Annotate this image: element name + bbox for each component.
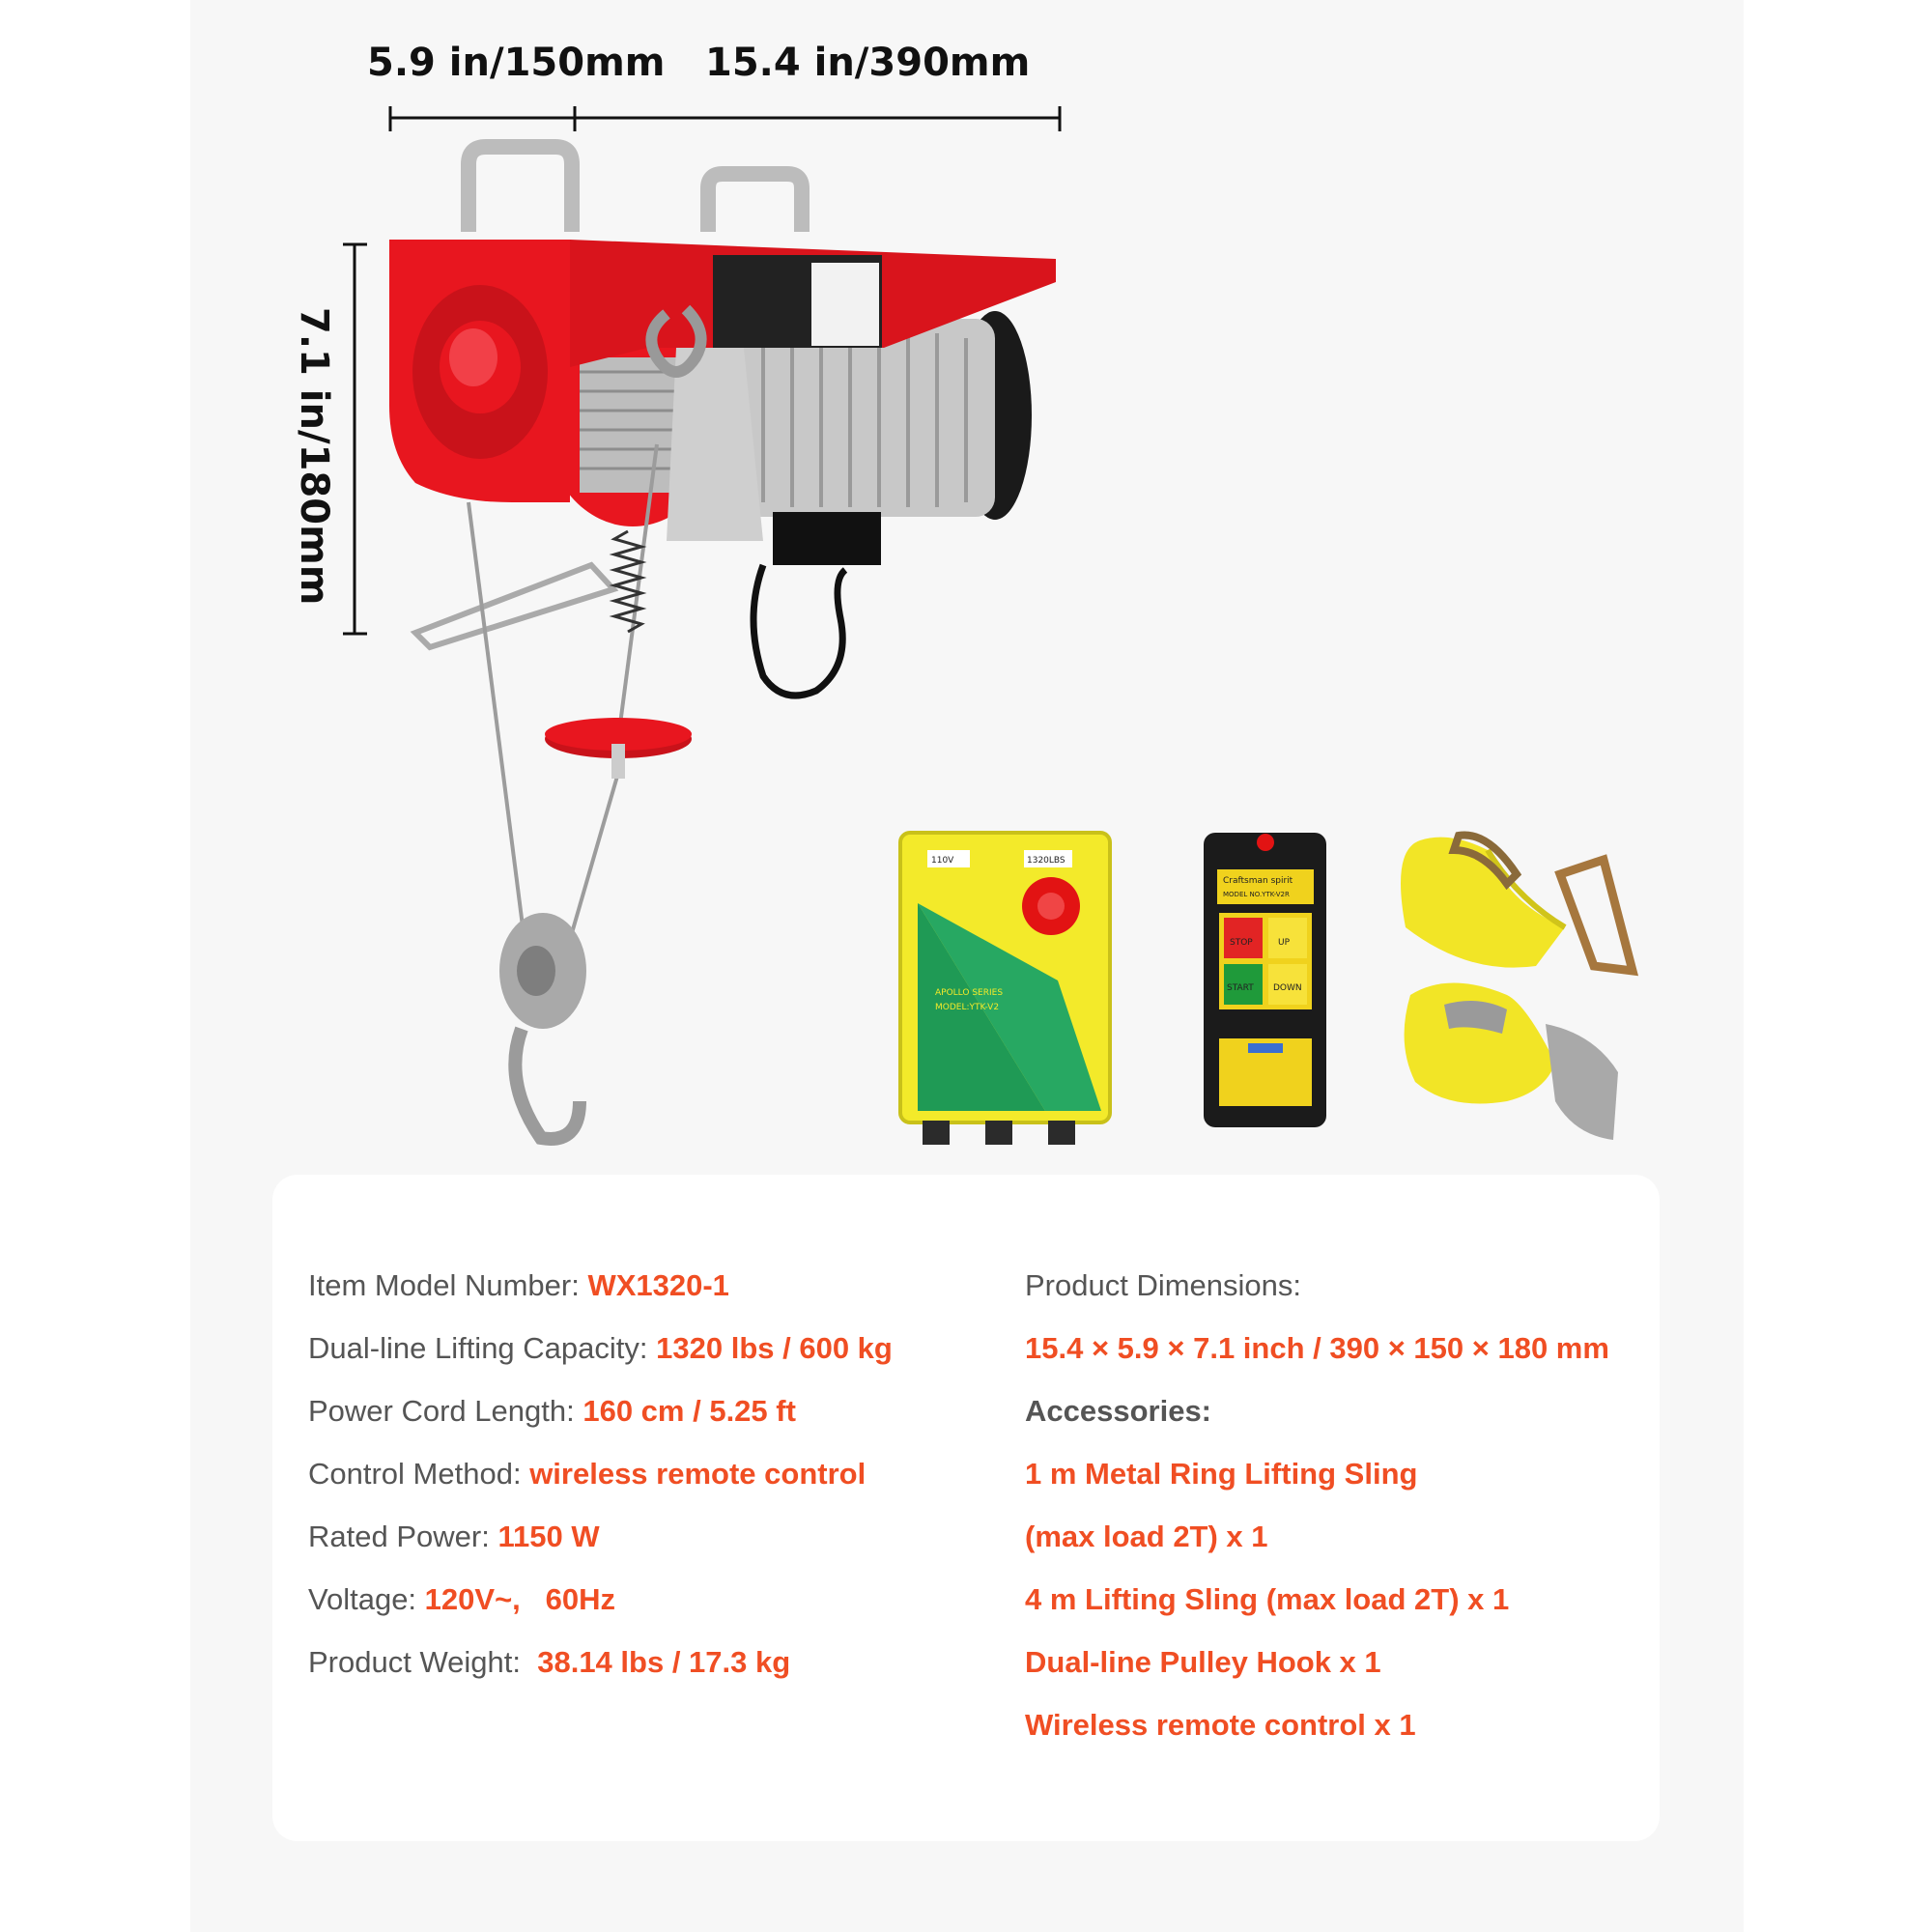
spec-value: WX1320-1 [587,1268,729,1302]
lifting-slings-image [1401,836,1633,1141]
remote-down: DOWN [1273,983,1302,993]
length-dimension-label: 15.4 in/390mm [705,41,1031,85]
spec-value: 1150 W [497,1520,600,1553]
accessory-item: 1 m Metal Ring Lifting Sling [1025,1457,1418,1491]
remote-brand: Craftsman spirit [1223,876,1293,886]
spec-row-weight [308,1645,790,1680]
remote-model: MODEL NO.YTK-V2R [1223,891,1290,898]
load-tag: 1320LBS [1027,856,1065,866]
spec-label: Item Model Number: [308,1268,580,1302]
spec-label: Rated Power: [308,1520,490,1553]
remote-up: UP [1278,938,1291,948]
spec-label: Dual-line Lifting Capacity: [308,1331,648,1365]
spec-row-control-method [308,1457,866,1492]
series-text: APOLLO SERIES [935,988,1004,998]
spec-label: Voltage: [308,1582,417,1616]
spec-label: Product Weight: [308,1645,521,1679]
spec-value: 38.14 lbs / 17.3 kg [528,1645,791,1679]
dimensions-value: 15.4 × 5.9 × 7.1 inch / 390 × 150 × 180 mm [1025,1331,1609,1365]
spec-value: wireless remote control [529,1457,867,1491]
wireless-remote-image [1204,833,1326,1127]
specifications-card [272,1175,1660,1841]
model-text: MODEL:YTK-V2 [935,1003,1000,1012]
spec-row-voltage [308,1582,615,1617]
spec-label: Power Cord Length: [308,1394,575,1428]
control-box-image [900,833,1110,1145]
spec-row-rated-power [308,1520,600,1554]
accessory-item: (max load 2T) x 1 [1025,1520,1268,1553]
voltage-tag: 110V [931,856,954,866]
spec-value: 1320 lbs / 600 kg [656,1331,893,1365]
accessories-heading: Accessories: [1025,1394,1212,1428]
accessory-item: 4 m Lifting Sling (max load 2T) x 1 [1025,1582,1510,1616]
height-dimension-label: 7.1 in/180mm [292,307,336,606]
spec-row-model [308,1268,729,1303]
remote-stop: STOP [1230,938,1253,948]
dimensions-label: Product Dimensions: [1025,1268,1302,1302]
spec-row-cord-length [308,1394,796,1429]
width-dimension-label: 5.9 in/150mm [367,41,666,85]
spec-label: Control Method: [308,1457,522,1491]
spec-row-capacity [308,1331,893,1366]
remote-start: START [1227,983,1254,993]
accessory-item: Wireless remote control x 1 [1025,1708,1416,1742]
accessory-item: Dual-line Pulley Hook x 1 [1025,1645,1381,1679]
spec-value: 120V~, 60Hz [424,1582,615,1616]
spec-value: 160 cm / 5.25 ft [582,1394,796,1428]
